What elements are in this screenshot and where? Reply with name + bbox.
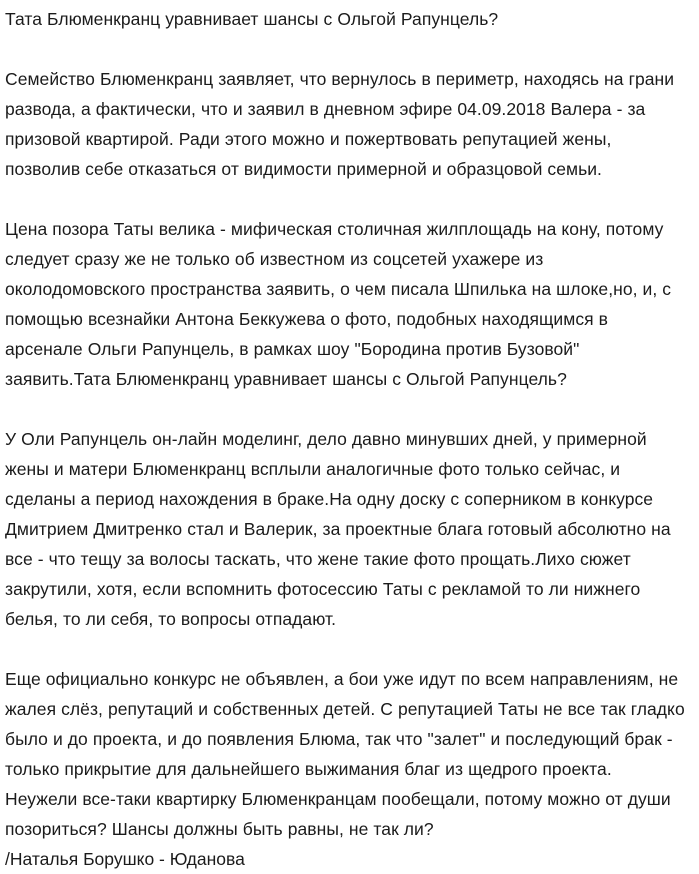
article-paragraph-3: У Оли Рапунцель он-лайн моделинг, дело давно минувших дней, у примерной жены и матери Блюменкранц всплыли аналогичные фото только сейчас, и сделаны а период нахождения в браке.На одну доску с соперником в конкурсе Дмитрием Дмитренко стал и Валерик, за проектные блага готовый абсолютно на все - что тещу за волосы таскать, что жене такие фото прощать.Лихо сюжет закрутили, хотя, если вспомнить фотосессию Таты с рекламой то ли нижнего белья, то ли себя, то вопросы отпадают. — [5, 429, 671, 629]
article-signature: /Наталья Борушко - Юданова — [5, 849, 245, 869]
article-headline: Тата Блюменкранц уравнивает шансы с Ольгой Рапунцель? — [5, 9, 499, 29]
article-paragraph-2: Цена позора Таты велика - мифическая столичная жилплощадь на кону, потому следует сразу же не только об известном из соцсетей ухажере из околодомовского пространства заявить, о чем писала Шпилька на шлоке,но, и, с помощью всезнайки Антона Беккужева о фото, подобных находящимся в арсенале Ольги Рапунцель, в рамках шоу "Бородина против Бузовой" заявить.Тата Блюменкранц уравнивает шансы с Ольгой Рапунцель? — [5, 219, 672, 389]
article-paragraph-4: Еще официально конкурс не объявлен, а бои уже идут по всем направлениям, не жалея слёз, репутаций и собственных детей. С репутацией Таты не все так гладко было и до проекта, и до появления Блюма, так что "залет" и последующий брак - только прикрытие для дальнейшего выжимания благ из щедрого проекта. Неужели все-таки квартирку Блюменкранцам пообещали, потому можно от души позориться? Шансы должны быть равны, не так ли? — [5, 669, 685, 839]
article-paragraph-1: Семейство Блюменкранц заявляет, что вернулось в периметр, находясь на грани развода, а фактически, что и заявил в дневном эфире 04.09.2018 Валера - за призовой квартирой. Ради этого можно и пожертвовать репутацией жены, позволив себе отказаться от видимости примерной и образцовой семьи. — [5, 69, 675, 179]
